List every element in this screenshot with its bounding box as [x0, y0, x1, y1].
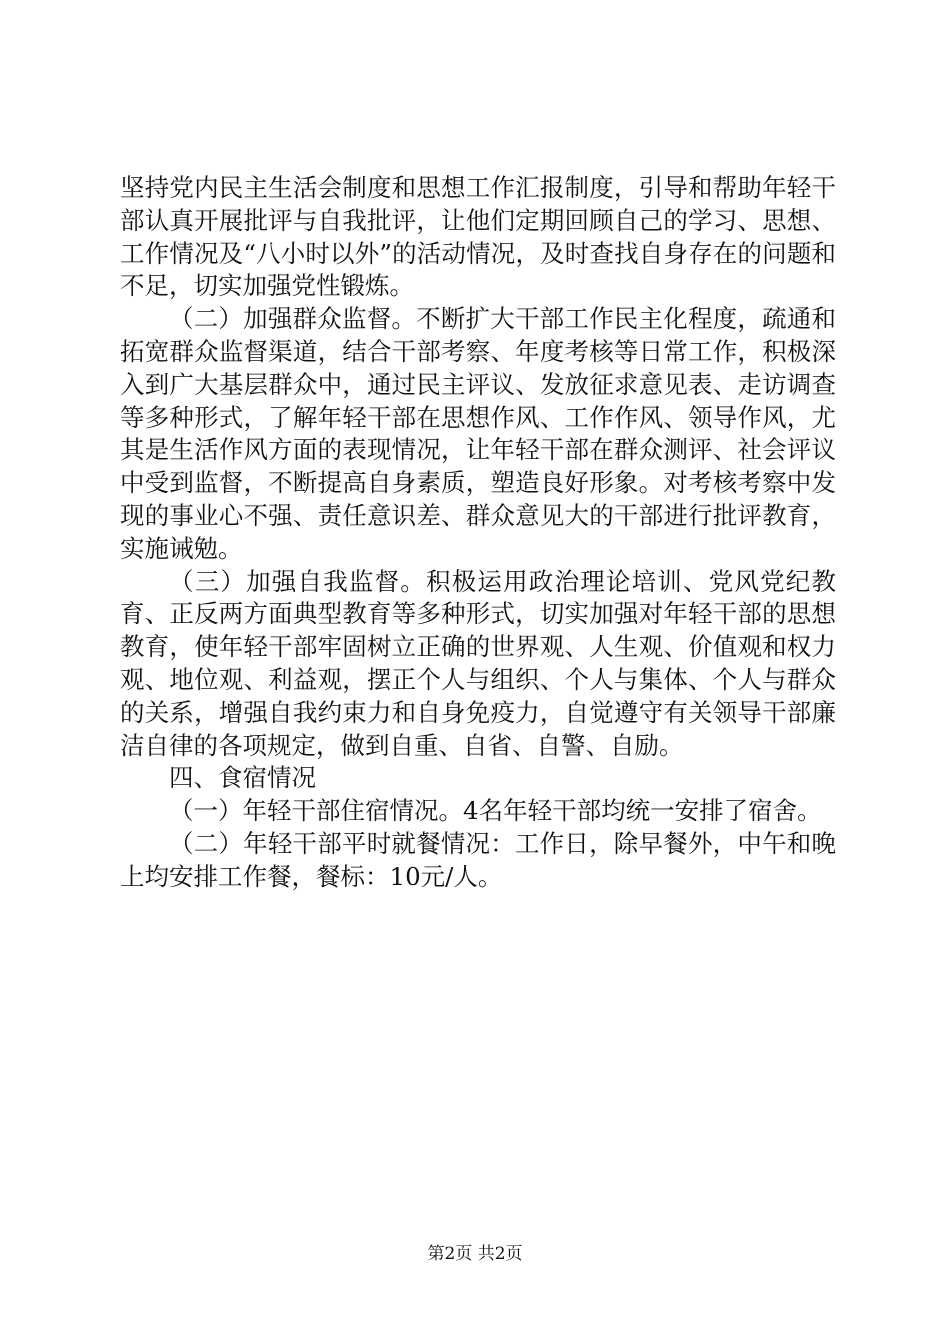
paragraph-continuation: 坚持党内民主生活会制度和思想工作汇报制度，引导和帮助年轻干部认真开展批评与自我批评，让他们定期回顾自己的学习、思想、工作情况及“八小时以外”的活动情况，及时查找自身存在的问题和不足，切实加强党性锻炼。	[120, 173, 836, 301]
paragraph-mass-supervision: （二）加强群众监督。不断扩大干部工作民主化程度，疏通和拓宽群众监督渠道，结合干部考察、年度考核等日常工作，积极深入到广大基层群众中，通过民主评议、发放征求意见表、走访调查等多种形式，了解年轻干部在思想作风、工作作风、领导作风，尤其是生活作风方面的表现情况，让年轻干部在群众测评、社会评议中受到监督，不断提高自身素质，塑造良好形象。对考核考察中发现的事业心不强、责任意识差、群众意见大的干部进行批评教育，实施诫勉。	[120, 304, 836, 563]
page-footer: 第2页 共2页	[427, 1244, 523, 1264]
paragraph-self-supervision: （三）加强自我监督。积极运用政治理论培训、党风党纪教育、正反两方面典型教育等多种形式，切实加强对年轻干部的思想教育，使年轻干部牢固树立正确的世界观、人生观、价值观和权力观、地位观、利益观，摆正个人与组织、个人与集体、个人与群众的关系，增强自我约束力和自身免疫力，自觉遵守有关领导干部廉洁自律的各项规定，做到自重、自省、自警、自励。	[120, 566, 836, 760]
paragraph-meals: （二）年轻干部平时就餐情况：工作日，除早餐外，中午和晚上均安排工作餐，餐标：10元/人。	[120, 828, 836, 891]
document-body	[120, 172, 836, 894]
section-heading-accommodation: 四、食宿情况	[169, 763, 316, 793]
paragraph-lodging: （一）年轻干部住宿情况。4名年轻干部均统一安排了宿舍。	[169, 796, 822, 826]
